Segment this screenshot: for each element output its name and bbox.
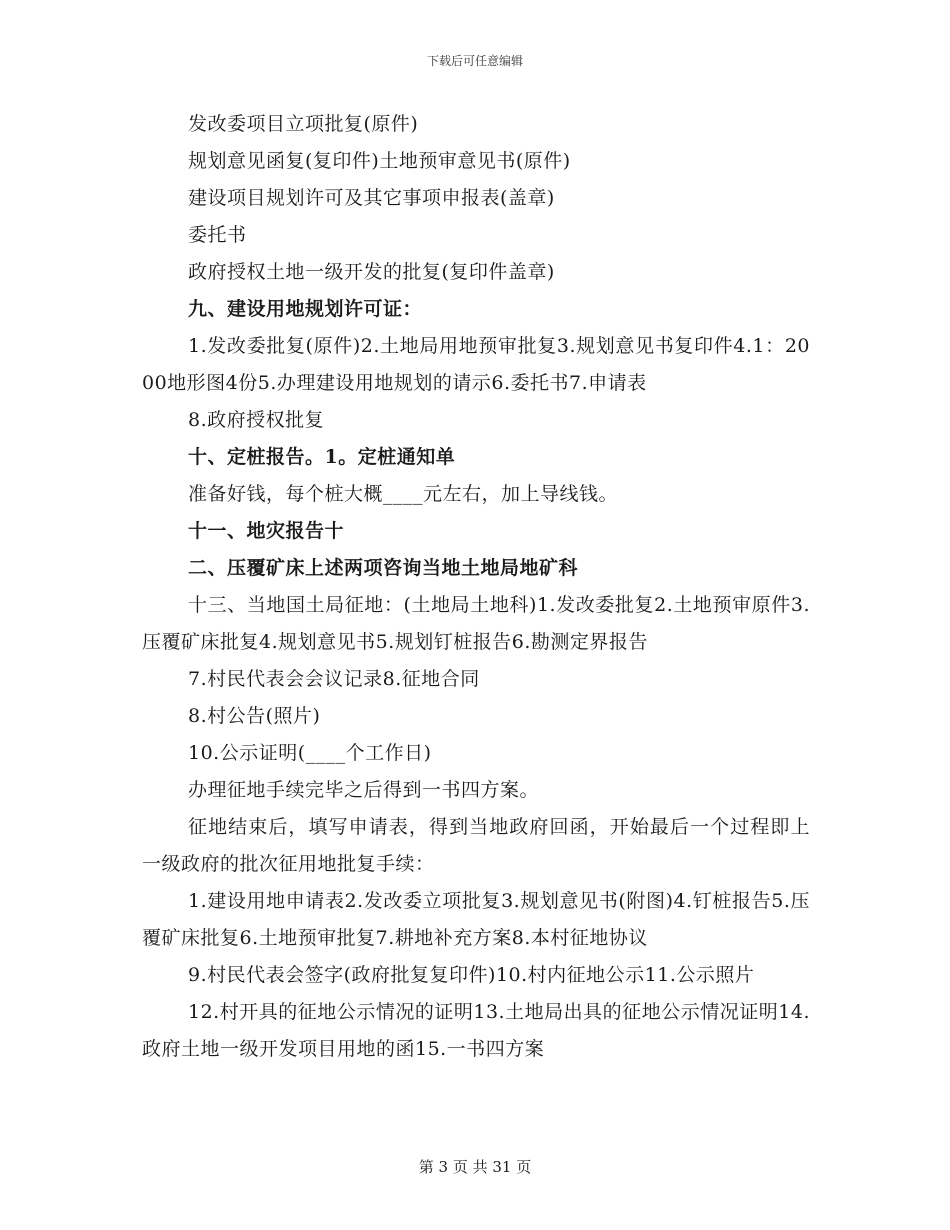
paragraph: 12.村开具的征地公示情况的证明13.土地局出具的征地公示情况证明14.政府土地一级开发项目用地的函15.一书四方案	[142, 1001, 810, 1060]
page-header: 下载后可任意编辑	[426, 54, 523, 68]
paragraph: 建设项目规划许可及其它事项申报表(盖章)	[188, 187, 555, 209]
paragraph: 1.发改委批复(原件)2.土地局用地预审批复3.规划意见书复印件4.1：2000地形图4份5.办理建设用地规划的请示6.委托书7.申请表	[142, 335, 810, 394]
paragraph: 发改委项目立项批复(原件)	[188, 113, 419, 135]
document-body	[142, 106, 810, 1068]
section-heading: 二、压覆矿床上述两项咨询当地土地局地矿科	[188, 557, 579, 579]
paragraph: 1.建设用地申请表2.发改委立项批复3.规划意见书(附图)4.钉桩报告5.压覆矿床批复6.土地预审批复7.耕地补充方案8.本村征地协议	[142, 890, 810, 949]
paragraph: 征地结束后，填写申请表，得到当地政府回函，开始最后一个过程即上一级政府的批次征用地批复手续：	[142, 816, 810, 875]
paragraph: 规划意见函复(复印件)土地预审意见书(原件)	[188, 150, 571, 172]
page-number: 第 3 页 共 31 页	[418, 1158, 532, 1176]
paragraph: 办理征地手续完毕之后得到一书四方案。	[188, 779, 540, 801]
section-heading: 十一、地灾报告十	[188, 520, 345, 542]
section-heading: 十、定桩报告。1。定桩通知单	[188, 446, 456, 468]
paragraph: 准备好钱，每个桩大概____元左右，加上导线钱。	[188, 483, 619, 505]
paragraph: 十三、当地国土局征地：(土地局土地科)1.发改委批复2.土地预审原件3.压覆矿床批复4.规划意见书5.规划钉桩报告6.勘测定界报告	[142, 594, 810, 653]
section-heading: 九、建设用地规划许可证：	[188, 298, 423, 320]
paragraph: 8.村公告(照片)	[188, 705, 321, 727]
paragraph: 7.村民代表会会议记录8.征地合同	[188, 668, 480, 690]
paragraph: 8.政府授权批复	[188, 409, 325, 431]
paragraph: 9.村民代表会签字(政府批复复印件)10.村内征地公示11.公示照片	[188, 964, 755, 986]
paragraph: 委托书	[188, 224, 247, 246]
paragraph: 政府授权土地一级开发的批复(复印件盖章)	[188, 261, 555, 283]
paragraph: 10.公示证明(____个工作日)	[188, 742, 432, 764]
